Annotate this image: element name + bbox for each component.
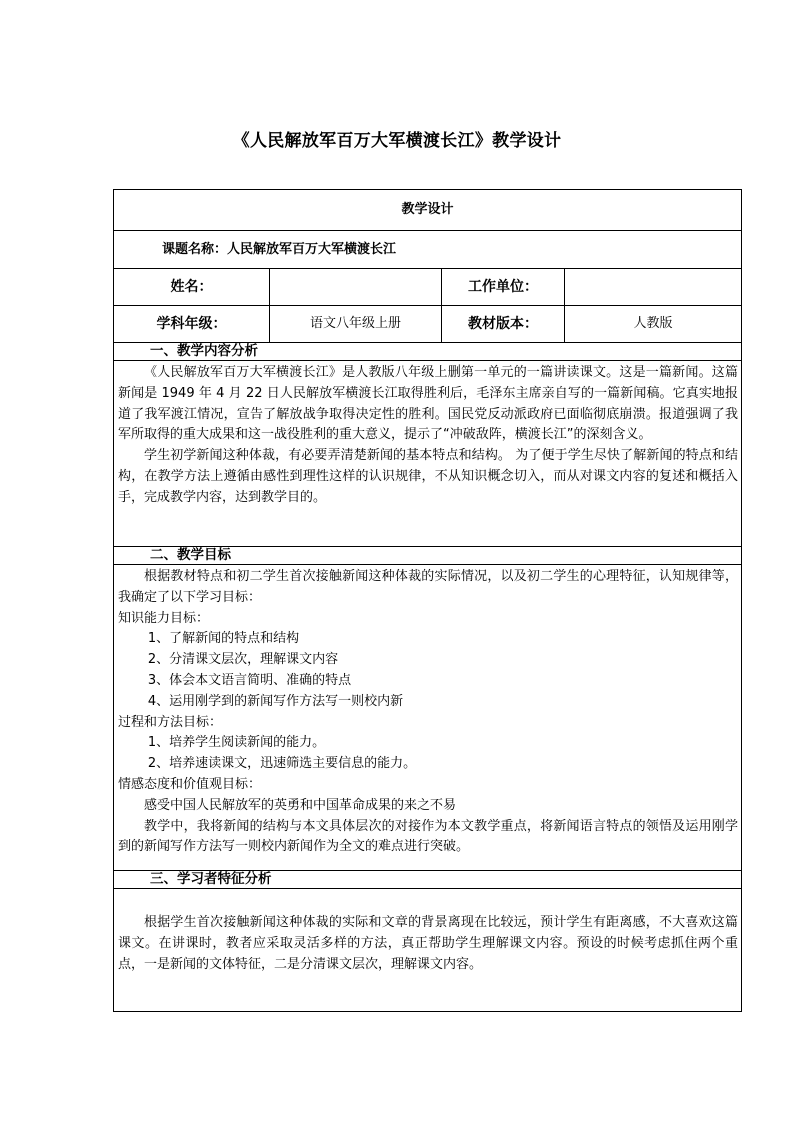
section-2-heading-row [114, 547, 742, 565]
knowledge-goal-label: 知识能力目标： [118, 610, 210, 626]
name-row [114, 269, 742, 306]
section-2-body [114, 565, 742, 871]
section-3-body [114, 889, 742, 1012]
knowledge-goal-2: 2、分清课文层次，理解课文内容 [147, 652, 339, 668]
knowledge-goal-1: 1、了解新闻的特点和结构 [147, 631, 300, 647]
section-1-paragraph-2: 学生初学新闻这种体裁，有必要弄清楚新闻的基本特点和结构。 为了便于学生尽快了解新闻的特点和结构，在教学方法上遵循由感性到理性这样的认识规律，不从知识概念切入，而从对课文内容的复述和概括入手，完成教学内容，达到教学目的。 [118, 448, 739, 505]
work-unit-value [565, 269, 742, 306]
section-3-heading-row [114, 871, 742, 889]
name-label: 姓名： [114, 269, 270, 306]
knowledge-goal-4: 4、运用刚学到的新闻写作方法写一则校内新 [147, 693, 404, 709]
section-1-heading-row [114, 343, 742, 361]
topic-value: 人民解放军百万大军横渡长江 [227, 241, 397, 257]
section-3-heading: 三、学习者特征分析 [114, 871, 742, 889]
section-3-body-row [114, 889, 742, 1012]
process-goal-label: 过程和方法目标： [118, 714, 223, 730]
grade-row [114, 306, 742, 343]
process-goal-2: 2、培养速读课文，迅速筛选主要信息的能力。 [147, 756, 417, 772]
edition-label: 教材版本： [442, 306, 565, 343]
name-value [270, 269, 442, 306]
document-title: 《人民解放军百万大军横渡长江》教学设计 [232, 131, 562, 151]
emotion-goal-label: 情感态度和价值观目标： [118, 776, 262, 792]
edition-value: 人教版 [565, 306, 742, 343]
section-2-intro: 根据教材特点和初二学生首次接触新闻这种体裁的实际情况，以及初二学生的心理特征，认知规律等，我确定了以下学习目标： [118, 569, 739, 605]
table-header: 教学设计 [114, 190, 742, 231]
grade-label: 学科年级： [114, 306, 270, 343]
section-2-body-row [114, 565, 742, 871]
section-1-heading: 一、教学内容分析 [114, 343, 742, 361]
knowledge-goal-3: 3、体会本文语言简明、准确的特点 [147, 672, 352, 688]
teaching-focus: 教学中，我将新闻的结构与本文具体层次的对接作为本文教学重点，将新闻语言特点的领悟及运用刚学到的新闻写作方法写一则校内新闻作为全文的难点进行突破。 [118, 818, 739, 855]
table-header-row [114, 190, 742, 231]
section-3-spacer [118, 891, 738, 913]
topic-label: 课题名称： [162, 241, 228, 257]
work-unit-label: 工作单位： [442, 269, 565, 306]
topic-row [114, 231, 742, 269]
process-goal-1: 1、培养学生阅读新闻的能力。 [147, 735, 326, 751]
section-1-body-row [114, 361, 742, 547]
section-1-paragraph-1: 《人民解放军百万大军横渡长江》是人教版八年级上删第一单元的一篇讲读课文。这是一篇新闻。这篇新闻是 1949 年 4 月 22 日人民解放军横渡长江取得胜利后，毛泽东主席亲自写的一篇新闻稿。它真实地报道了我军渡江情况，宣告了解放战争取得决定性的胜利。国民党反动派政府已面临彻底崩溃。报道强调了我军所取得的重大成果和这一战役胜利的重大意义，提示了“冲破敌阵，横渡长江”的深刻含义。 [118, 365, 739, 443]
lesson-plan-table [113, 189, 742, 1012]
section-1-body [114, 361, 742, 547]
topic-cell [114, 231, 742, 269]
grade-value: 语文八年级上册 [270, 306, 442, 343]
section-3-paragraph-1: 根据学生首次接触新闻这种体裁的实际和文章的背景离现在比较远，预计学生有距离感，不大喜欢这篇课文。在讲课时，教者应采取灵活多样的方法，真正帮助学生理解课文内容。预设的时候考虑抓住两个重点，一是新闻的文体特征，二是分清课文层次，理解课文内容。 [118, 915, 739, 972]
section-2-heading: 二、教学目标 [114, 547, 742, 565]
emotion-goal-1: 感受中国人民解放军的英勇和中国革命成果的来之不易 [144, 797, 457, 813]
